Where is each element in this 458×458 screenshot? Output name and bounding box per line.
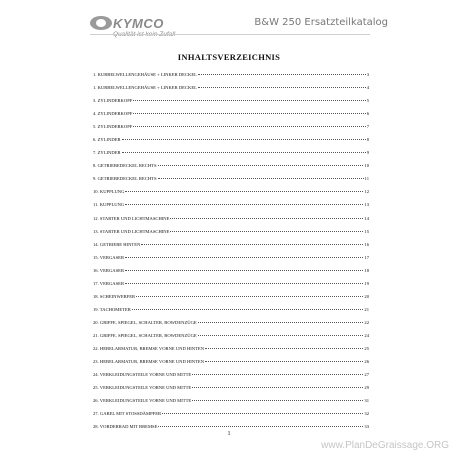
toc-entry bbox=[93, 411, 369, 424]
toc-entry-page: 32 bbox=[364, 411, 369, 417]
toc-entry-page: 25 bbox=[364, 345, 369, 351]
toc-entry-label: 18. SCHEINWERFER bbox=[93, 293, 136, 299]
toc-entry-label: 26. VERKLEIDUNGSTEILE VORNE UND MITTE bbox=[93, 398, 192, 404]
toc-entry-page: 9 bbox=[366, 150, 369, 156]
toc-entry-label: 8. GETRIEBEDECKEL RECHTS bbox=[93, 163, 157, 169]
toc-leader-dots bbox=[198, 335, 364, 336]
toc-entry-page: 31 bbox=[364, 398, 369, 404]
toc-leader-dots bbox=[133, 126, 365, 127]
toc-entry-page: 10 bbox=[364, 163, 369, 169]
toc-entry-page: 4 bbox=[366, 85, 369, 91]
toc-entry-page: 19 bbox=[364, 280, 369, 286]
toc-leader-dots bbox=[192, 374, 363, 375]
toc-entry-label: 16. VERGASER bbox=[93, 267, 125, 273]
toc-leader-dots bbox=[198, 74, 366, 75]
toc-entry-page: 3 bbox=[366, 72, 369, 77]
toc-entry bbox=[93, 242, 369, 255]
page-number: 1 bbox=[227, 431, 231, 437]
toc-leader-dots bbox=[170, 218, 363, 219]
toc-entry-label: 6. ZYLINDER bbox=[93, 137, 121, 143]
toc-entry-label: 7. ZYLINDER bbox=[93, 150, 121, 156]
toc-entry-page: 12 bbox=[364, 189, 369, 195]
toc-leader-dots bbox=[125, 204, 363, 205]
toc-title: INHALTSVERZEICHNIS bbox=[177, 52, 281, 62]
toc-entry-page: 6 bbox=[366, 111, 369, 117]
toc-entry-label: 28. VORDERRAD MIT BREMSE bbox=[93, 424, 158, 430]
toc-entry-label: 10. KUPPLUNG bbox=[93, 189, 125, 195]
header-rule bbox=[90, 34, 370, 35]
toc-leader-dots bbox=[132, 309, 364, 310]
toc-entry-page: 16 bbox=[364, 241, 369, 247]
toc-entry bbox=[93, 307, 369, 320]
toc-entry-label: 13. STARTER UND LICHTMASCHINE bbox=[93, 228, 170, 234]
toc-leader-dots bbox=[158, 178, 364, 179]
toc-leader-dots bbox=[122, 139, 366, 140]
toc-entry-label: 12. STARTER UND LICHTMASCHINE bbox=[93, 215, 170, 221]
toc-leader-dots bbox=[125, 283, 363, 284]
table-of-contents bbox=[93, 72, 369, 437]
toc-leader-dots bbox=[205, 361, 363, 362]
toc-leader-dots bbox=[141, 244, 363, 245]
toc-entry bbox=[93, 137, 369, 150]
toc-entry-page: 17 bbox=[364, 254, 369, 260]
toc-leader-dots bbox=[125, 191, 363, 192]
toc-entry bbox=[93, 385, 369, 398]
toc-leader-dots bbox=[162, 413, 363, 414]
toc-entry-label: 1. KURBELWELLENGEHÄUSE + LINKER DECKEL bbox=[93, 85, 197, 91]
toc-entry bbox=[93, 176, 369, 189]
toc-entry-page: 22 bbox=[364, 319, 369, 325]
toc-entry-label: 5. ZYLINDERKOPF bbox=[93, 124, 133, 130]
toc-entry-page: 21 bbox=[364, 306, 369, 312]
toc-entry bbox=[93, 281, 369, 294]
watermark: www.PlanDeGraissage.ORG bbox=[321, 440, 449, 451]
toc-entry bbox=[93, 85, 369, 98]
toc-entry bbox=[93, 359, 369, 372]
toc-leader-dots bbox=[133, 113, 365, 114]
toc-entry-label: 20. GRIFFE, SPIEGEL, SCHALTER, BOWDENZÜGE bbox=[93, 319, 197, 325]
toc-entry bbox=[93, 98, 369, 111]
toc-entry-page: 13 bbox=[364, 202, 369, 208]
toc-entry-label: 1. KURBELWELLENGEHÄUSE + LINKER DECKEL bbox=[93, 72, 197, 77]
toc-entry bbox=[93, 216, 369, 229]
toc-entry bbox=[93, 150, 369, 163]
toc-leader-dots bbox=[198, 322, 364, 323]
toc-entry-label: 3. ZYLINDERKOPF bbox=[93, 98, 133, 104]
toc-entry-label: 25. VERKLEIDUNGSTEILE VORNE UND MITTE bbox=[93, 385, 192, 391]
toc-leader-dots bbox=[136, 296, 363, 297]
toc-entry-label: 27. GABEL MIT STOSSDÄMPFER bbox=[93, 411, 162, 417]
toc-leader-dots bbox=[122, 152, 366, 153]
toc-entry-page: 15 bbox=[364, 228, 369, 234]
toc-entry-label: 23. HEBELARMATUR, BREMSE VORNE UND HINTEN bbox=[93, 359, 205, 365]
toc-entry-page: 14 bbox=[364, 215, 369, 221]
toc-entry bbox=[93, 124, 369, 137]
toc-entry bbox=[93, 333, 369, 346]
kymco-logo-icon bbox=[90, 16, 112, 30]
catalog-title: B&W 250 Ersatzteilkatalog bbox=[254, 17, 388, 28]
toc-entry-page: 24 bbox=[364, 332, 369, 338]
toc-entry bbox=[93, 268, 369, 281]
toc-entry-label: 24. VERKLEIDUNGSTEILE VORNE UND MITTE bbox=[93, 372, 192, 378]
toc-entry-page: 5 bbox=[366, 98, 369, 104]
toc-entry-label: 17. VERGASER bbox=[93, 280, 125, 286]
toc-entry bbox=[93, 255, 369, 268]
toc-leader-dots bbox=[192, 400, 363, 401]
toc-entry bbox=[93, 320, 369, 333]
toc-leader-dots bbox=[125, 257, 363, 258]
toc-entry bbox=[93, 346, 369, 359]
toc-entry-label: 21. GRIFFE, SPIEGEL, SCHALTER, BOWDENZÜGE bbox=[93, 332, 197, 338]
logo-brand: KYMCO bbox=[113, 16, 164, 31]
toc-entry-page: 29 bbox=[364, 385, 369, 391]
document-header bbox=[88, 13, 388, 43]
toc-leader-dots bbox=[170, 231, 363, 232]
toc-entry-page: 8 bbox=[366, 137, 369, 143]
toc-entry bbox=[93, 294, 369, 307]
toc-entry bbox=[93, 163, 369, 176]
toc-entry bbox=[93, 72, 369, 85]
toc-entry bbox=[93, 202, 369, 215]
toc-entry-page: 26 bbox=[364, 359, 369, 365]
toc-entry-label: 22. HEBELARMATUR, BREMSE VORNE UND HINTEN bbox=[93, 345, 205, 351]
toc-entry bbox=[93, 111, 369, 124]
toc-leader-dots bbox=[125, 270, 363, 271]
toc-entry-page: 20 bbox=[364, 293, 369, 299]
toc-entry-label: 4. ZYLINDERKOPF bbox=[93, 111, 133, 117]
toc-entry-page: 33 bbox=[364, 424, 369, 430]
toc-leader-dots bbox=[198, 87, 366, 88]
toc-entry bbox=[93, 398, 369, 411]
toc-entry-label: 11. KUPPLUNG bbox=[93, 202, 125, 208]
toc-entry bbox=[93, 372, 369, 385]
toc-leader-dots bbox=[192, 387, 363, 388]
toc-leader-dots bbox=[158, 165, 364, 166]
toc-entry bbox=[93, 189, 369, 202]
toc-entry-page: 7 bbox=[366, 124, 369, 130]
toc-entry-label: 15. VERGASER bbox=[93, 254, 125, 260]
toc-entry-label: 19. TACHOMETER bbox=[93, 306, 131, 312]
toc-entry-page: 27 bbox=[364, 372, 369, 378]
toc-entry-label: 14. GETRIEBE HINTEN bbox=[93, 241, 141, 247]
toc-leader-dots bbox=[133, 100, 365, 101]
kymco-logo bbox=[88, 13, 198, 43]
toc-entry bbox=[93, 229, 369, 242]
toc-entry-label: 9. GETRIEBEDECKEL RECHTS bbox=[93, 176, 157, 182]
toc-leader-dots bbox=[158, 426, 363, 427]
toc-leader-dots bbox=[205, 348, 363, 349]
toc-entry-page: 11 bbox=[364, 176, 369, 182]
toc-entry-page: 18 bbox=[364, 267, 369, 273]
